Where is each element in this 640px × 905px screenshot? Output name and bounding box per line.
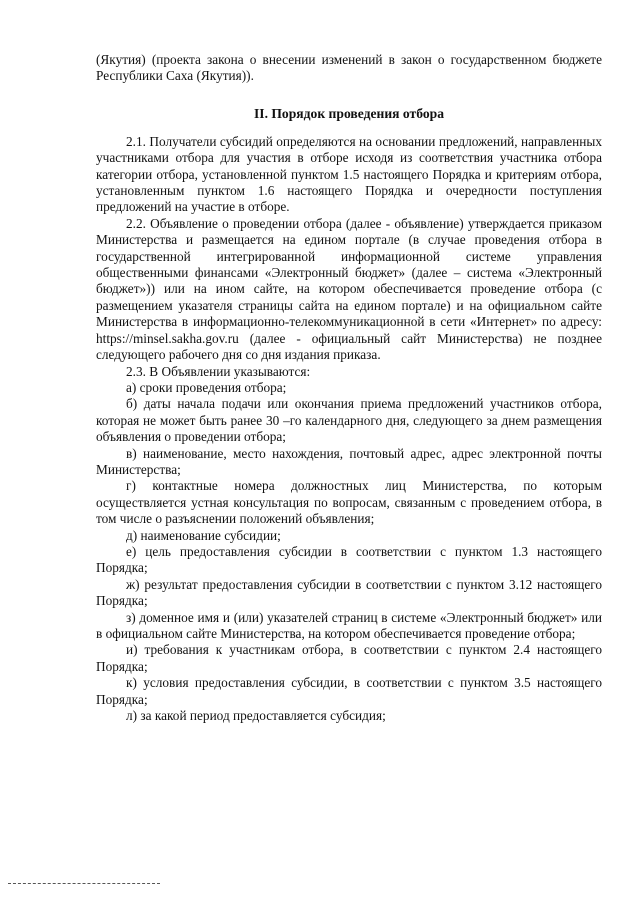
paragraph-2-3: 2.3. В Объявлении указываются: [126, 363, 311, 379]
list-item-zh: ж) результат предоставления субсидии в соответствии с пунктом 3.12 настоящего Порядка; [96, 576, 602, 609]
list-item-a: а) сроки проведения отбора; [126, 379, 287, 395]
list-item-i: и) требования к участникам отбора, в соответствии с пунктом 2.4 настоящего Порядка; [96, 642, 602, 674]
list-item-b: б) даты начала подачи или окончания приема предложений участников отбора, которая не может быть ранее 30 –го календарного дня, следующего за днем размещения объявления о проведении отбора; [96, 396, 602, 445]
scan-artifact-line [8, 883, 160, 885]
list-item-v: в) наименование, место нахождения, почтовый адрес, адрес электронной почты Министерства; [96, 445, 602, 477]
list-item-k: к) условия предоставления субсидии, в соответствии с пунктом 3.5 настоящего Порядка; [96, 675, 602, 707]
paragraph-2-2: 2.2. Объявление о проведении отбора (далее - объявление) утверждается приказом Министерства и размещается на едином портале (в случае проведения отбора в государственной интегрированной информационной системе управления общественными финансами «Электронный бюджет» (далее – система «Электронный бюджет»)) или на ином сайте, на котором обеспечивается проведение отбора (с размещением указателя страницы сайта на едином портале) и на официальном сайте Министерства в информационно-телекоммуникационной в сети «Интернет» по адресу: https://minsel.sakha.gov.ru (далее - официальный сайт Министерства) не позднее следующего рабочего дня со дня издания приказа. [96, 215, 602, 363]
list-item-g: г) контактные номера должностных лиц Министерства, по которым осуществляется устная консультация по вопросам, связанным с проведением отбора, в том числе о разъяснении положений объявления; [96, 478, 602, 527]
section-title: II. Порядок проведения отбора [253, 105, 444, 121]
paragraph-2-1: 2.1. Получатели субсидий определяются на основании предложений, направленных участниками отбора для участия в отборе исходя из соответствия участника отбора категории отбора, установленной пунктом 1.5 настоящего Порядка и критериям отбора, установленным пунктом 1.6 настоящего Порядка и очередности поступления предложений на участие в отборе. [96, 133, 602, 215]
list-item-e: е) цель предоставления субсидии в соответствии с пунктом 1.3 настоящего Порядка; [96, 543, 602, 576]
list-item-d: д) наименование субсидии; [126, 527, 281, 543]
document-page [96, 52, 602, 724]
list-item-z: з) доменное имя и (или) указателей страниц в системе «Электронный бюджет» или в официальном сайте Министерства, на котором обеспечивается проведение отбора; [96, 609, 602, 641]
list-item-l: л) за какой период предоставляется субсидия; [126, 708, 386, 724]
intro-paragraph: (Якутия) (проекта закона о внесении изменений в закон о государственном бюджете Республики Саха (Якутия)). [96, 52, 602, 84]
